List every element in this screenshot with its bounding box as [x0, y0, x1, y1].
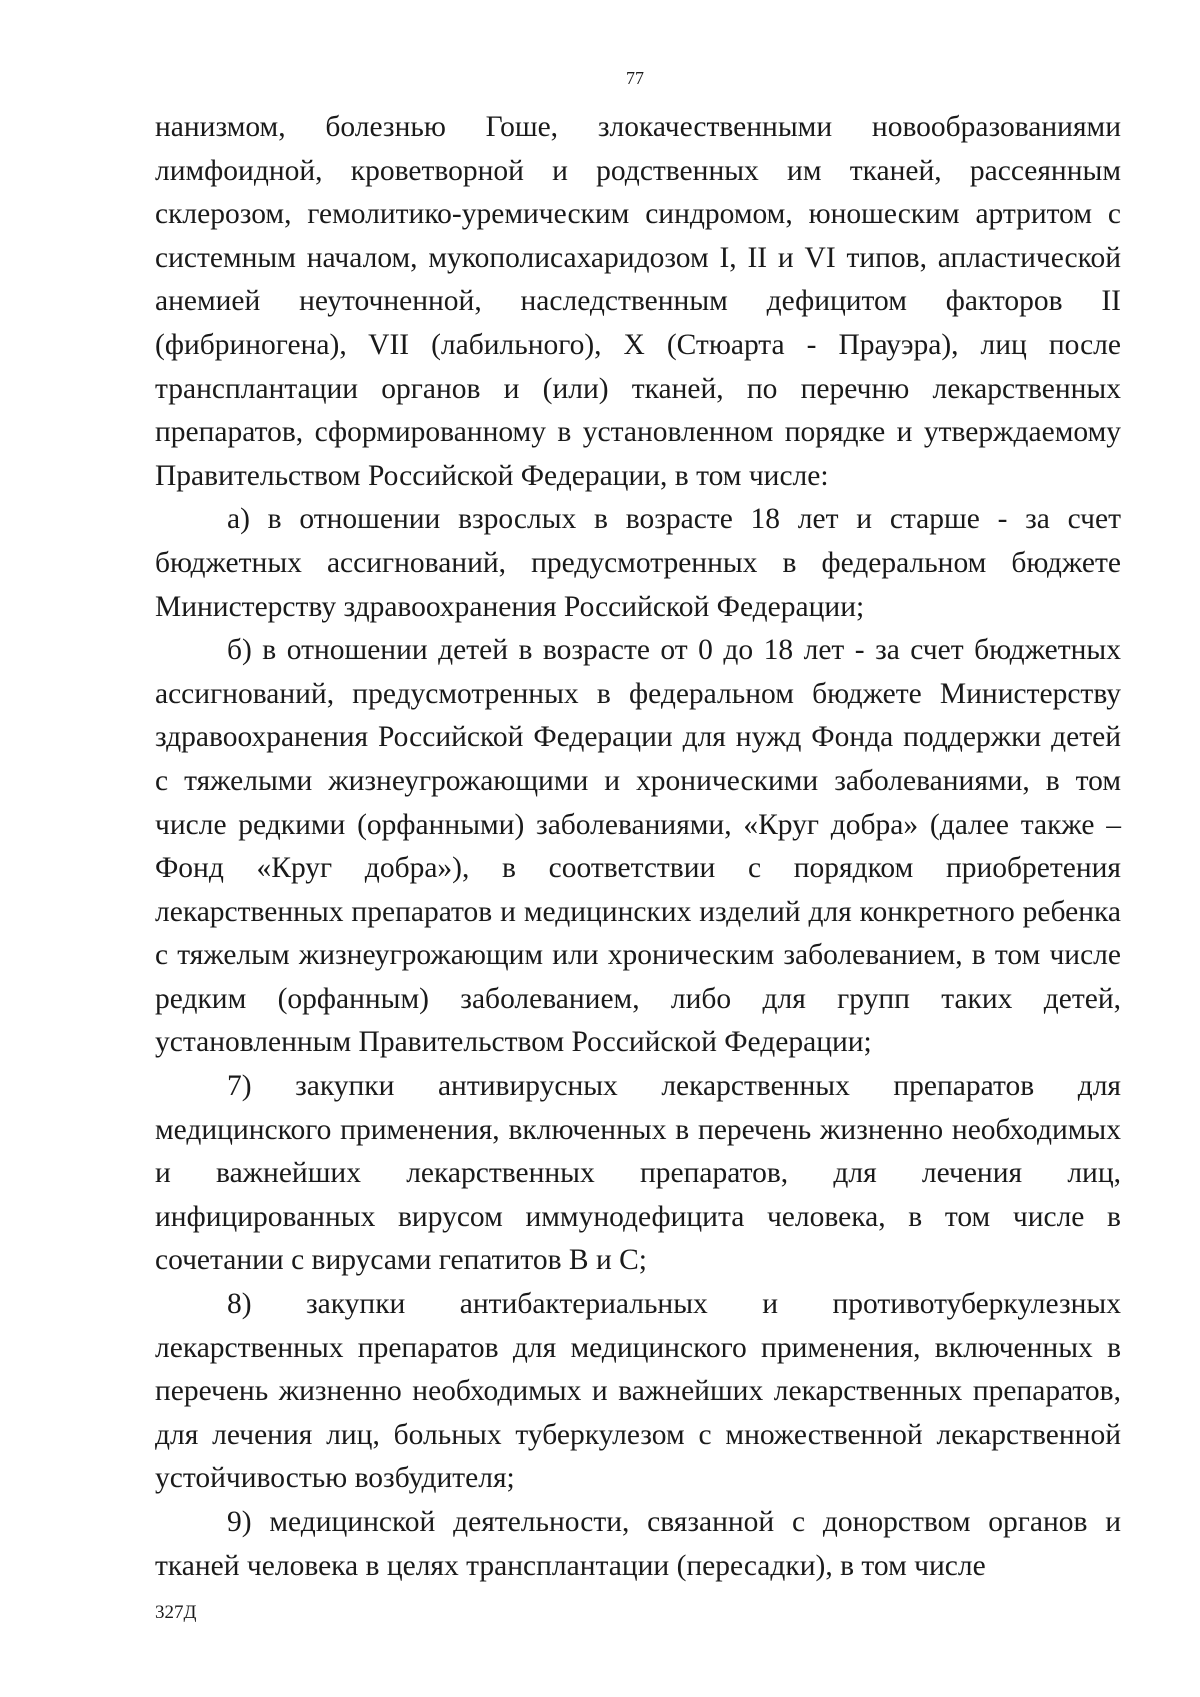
document-code: 327Д: [155, 1602, 197, 1623]
paragraph-continuation: нанизмом, болезнью Гоше, злокачественными новообразованиями лимфоидной, кроветворной и родственных им тканей, рассеянным склерозом, гемолитико-уремическим синдромом, юношеским артритом с системным началом, мукополисахаридозом I, II и VI типов, апластической анемией неуточненной, наследственным дефицитом факторов II (фибриногена), VII (лабильного), X (Стюарта - Прауэра), лиц после трансплантации органов и (или) тканей, по перечню лекарственных препаратов, сформированному в установленном порядке и утверждаемому Правительством Российской Федерации, в том числе:: [155, 111, 1121, 492]
paragraph-item-b: б) в отношении детей в возрасте от 0 до 18 лет - за счет бюджетных ассигнований, предусмотренных в федеральном бюджете Министерству здравоохранения Российской Федерации для нужд Фонда поддержки детей с тяжелыми жизнеугрожающими и хроническими заболеваниями, в том числе редкими (орфанными) заболеваниями, «Круг добра» (далее также – Фонд «Круг добра»), в соответствии с порядком приобретения лекарственных препаратов и медицинских изделий для конкретного ребенка с тяжелым жизнеугрожающим или хроническим заболеванием, в том числе редким (орфанным) заболеванием, либо для групп таких детей, установленным Правительством Российской Федерации;: [155, 634, 1121, 1059]
paragraph-item-9: 9) медицинской деятельности, связанной с донорством органов и тканей человека в целях трансплантации (пересадки), в том числе: [155, 1506, 1121, 1582]
page-number: 77: [626, 68, 644, 88]
document-body: [155, 106, 1121, 1588]
paragraph-item-a: а) в отношении взрослых в возрасте 18 лет и старше - за счет бюджетных ассигнований, предусмотренных в федеральном бюджете Министерству здравоохранения Российской Федерации;: [155, 503, 1121, 623]
paragraph-item-7: 7) закупки антивирусных лекарственных препаратов для медицинского применения, включенных в перечень жизненно необходимых и важнейших лекарственных препаратов, для лечения лиц, инфицированных вирусом иммунодефицита человека, в том числе в сочетании с вирусами гепатитов B и C;: [155, 1070, 1121, 1277]
paragraph-item-8: 8) закупки антибактериальных и противотуберкулезных лекарственных препаратов для медицинского применения, включенных в перечень жизненно необходимых и важнейших лекарственных препаратов, для лечения лиц, больных туберкулезом с множественной лекарственной устойчивостью возбудителя;: [155, 1288, 1121, 1495]
